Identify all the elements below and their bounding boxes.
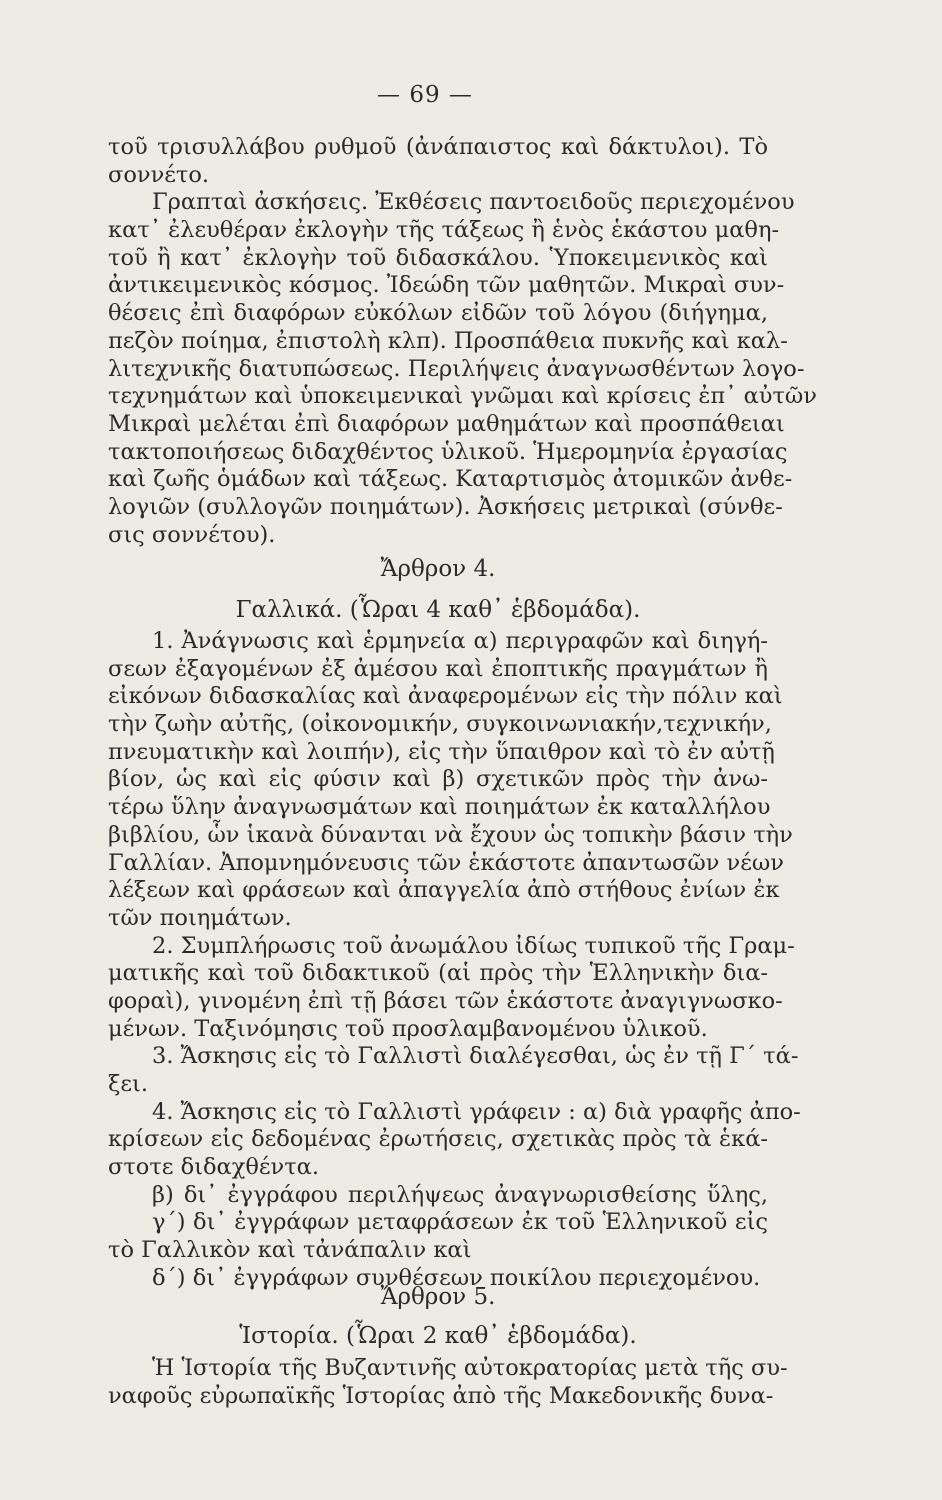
text-line: πνευματικὴν καὶ λοιπήν), εἰς τὴν ὕπαιθρον καὶ τὸ ἐν αὐτῇ: [108, 738, 775, 765]
text-line: τέρω ὕλην ἀναγνωσμάτων καὶ ποιημάτων ἐκ καταλλήλου: [108, 794, 771, 821]
text-line: τὴν ζωὴν αὐτῆς, (οἰκονομικήν, συγκοινωνιακήν,τεχνικήν,: [108, 711, 772, 738]
text-line: εἰκόνων διδασκαλίας καὶ ἀναφερομένων εἰς τὴν πόλιν καὶ: [108, 683, 783, 710]
article-5-subtitle: Ἱστορία. (Ὧραι 2 καθ᾿ ἑβδομάδα).: [239, 1323, 637, 1349]
text-line: λογιῶν (συλλογῶν ποιημάτων). Ἀσκήσεις μετρικαὶ (σύνθε-: [108, 493, 783, 520]
text-line: κρίσεων εἰς δεδομένας ἐρωτήσεις, σχετικὰς πρὸς τὰ ἑκά-: [108, 1126, 768, 1153]
text-line: θέσεις ἐπὶ διαφόρων εὐκόλων εἰδῶν τοῦ λόγου (διήγημα,: [108, 300, 768, 327]
text-line: ναφοῦς εὐρωπαϊκῆς Ἱστορίας ἀπὸ τῆς Μακεδονικῆς δυνα-: [108, 1382, 774, 1409]
text-line: Γαλλίαν. Ἀπομνημόνευσις τῶν ἑκάστοτε ἀπαντωσῶν νέων: [108, 849, 784, 876]
text-line: πεζὸν ποίημα, ἐπιστολὴ κλπ). Προσπάθεια πυκνῆς καὶ καλ-: [108, 327, 788, 354]
text-line: καὶ ζωῆς ὁμάδων καὶ τάξεως. Καταρτισμὸς ἀτομικῶν ἀνθε-: [108, 466, 793, 493]
text-line: τὸ Γαλλικὸν καὶ τἀνάπαλιν καὶ: [108, 1237, 472, 1264]
text-line: γ΄) δι᾿ ἐγγράφων μεταφράσεων ἐκ τοῦ Ἑλληνικοῦ εἰς: [152, 1209, 768, 1236]
text-line: κατ᾿ ἐλευθέραν ἐκλογὴν τῆς τάξεως ἢ ἑνὸς ἑκάστου μαθη-: [108, 217, 780, 244]
text-line: στοτε διδαχθέντα.: [108, 1154, 320, 1181]
paragraph-block-1: [108, 134, 817, 549]
text-line: 1. Ἀνάγνωσις καὶ ἑρμηνεία α) περιγραφῶν καὶ διηγή-: [152, 628, 768, 654]
article-4-title: Ἄρθρον 4.: [380, 556, 496, 582]
paragraph-block-3: [108, 1355, 788, 1410]
article-5-title: Ἄρθρον 5.: [380, 1284, 496, 1310]
text-line: τοῦ τρισυλλάβου ρυθμοῦ (ἀνάπαιστος καὶ δάκτυλοι). Τὸ: [108, 134, 768, 160]
text-line: Ἡ Ἱστορία τῆς Βυζαντινῆς αὐτοκρατορίας μετὰ τῆς συ-: [152, 1355, 788, 1381]
text-line: σις σοννέτου).: [108, 521, 276, 548]
text-line: τακτοποιήσεως διδαχθέντος ὑλικοῦ. Ἡμερομηνία ἐργασίας: [108, 438, 788, 465]
text-line: μένων. Ταξινόμησις τοῦ προσλαμβανομένου ὑλικοῦ.: [108, 1015, 708, 1042]
text-line: 3. Ἄσκησις εἰς τὸ Γαλλιστὶ διαλέγεσθαι, ὡς ἐν τῇ Γ΄ τά-: [152, 1043, 799, 1070]
text-line: τεχνημάτων καὶ ὑποκειμενικαὶ γνῶμαι καὶ κρίσεις ἐπ᾿ αὐτῶν: [108, 383, 817, 410]
text-line: 4. Ἄσκησις εἰς τὸ Γαλλιστὶ γράφειν : α) διὰ γραφῆς ἀπο-: [152, 1098, 801, 1125]
text-line: ξει.: [108, 1071, 149, 1097]
text-line: τοῦ ἢ κατ᾿ ἐκλογὴν τοῦ διδασκάλου. Ὑποκειμενικὸς καὶ: [108, 244, 768, 271]
article-4-subtitle: Γαλλικά. (Ὧραι 4 καθ᾿ ἑβδομάδα).: [235, 597, 641, 623]
text-line: δ΄) δι᾿ ἐγγράφων συνθέσεων ποικίλου περιεχομένου.: [152, 1264, 761, 1291]
text-line: ματικῆς καὶ τοῦ διδακτικοῦ (αἱ πρὸς τὴν Ἑλληνικὴν δια-: [108, 960, 768, 987]
text-line: λιτεχνικῆς διατυπώσεως. Περιλήψεις ἀναγνωσθέντων λογο-: [108, 355, 805, 382]
text-line: 2. Συμπλήρωσις τοῦ ἀνωμάλου ἰδίως τυπικοῦ τῆς Γραμ-: [152, 932, 795, 959]
text-line: σεων ἐξαγομένων ἐξ ἀμέσου καὶ ἐποπτικῆς πραγμάτων ἢ: [108, 655, 768, 682]
text-line: Μικραὶ μελέται ἐπὶ διαφόρων μαθημάτων καὶ προσπάθειαι: [108, 410, 785, 437]
text-line: ἀντικειμενικὸς κόσμος. Ἰδεώδη τῶν μαθητῶν. Μικραὶ συν-: [108, 272, 785, 299]
text-line: λέξεων καὶ φράσεων καὶ ἀπαγγελία ἀπὸ στήθους ἐνίων ἐκ: [108, 877, 780, 904]
paragraph-block-2: [108, 628, 801, 1293]
text-line: β) δι᾿ ἐγγράφου περιλήψεως ἀναγνωρισθείσης ὕλης,: [152, 1181, 768, 1208]
text-line: σοννέτο.: [108, 161, 210, 188]
text-line: βιβλίου, ὧν ἱκανὰ δύνανται νὰ ἔχουν ὡς τοπικὴν βάσιν τὴν: [108, 821, 793, 848]
text-line: Γραπταὶ ἀσκήσεις. Ἐκθέσεις παντοειδοῦς περιεχομένου: [152, 189, 795, 216]
text-line: φοραὶ), γινομένη ἐπὶ τῇ βάσει τῶν ἑκάστοτε ἀναγιγνωσκο-: [108, 987, 783, 1014]
text-line: τῶν ποιημάτων.: [108, 904, 292, 931]
page-number: — 69 —: [377, 82, 473, 108]
text-line: βίον, ὡς καὶ εἰς φύσιν καὶ β) σχετικῶν πρὸς τὴν ἀνω-: [108, 766, 768, 793]
